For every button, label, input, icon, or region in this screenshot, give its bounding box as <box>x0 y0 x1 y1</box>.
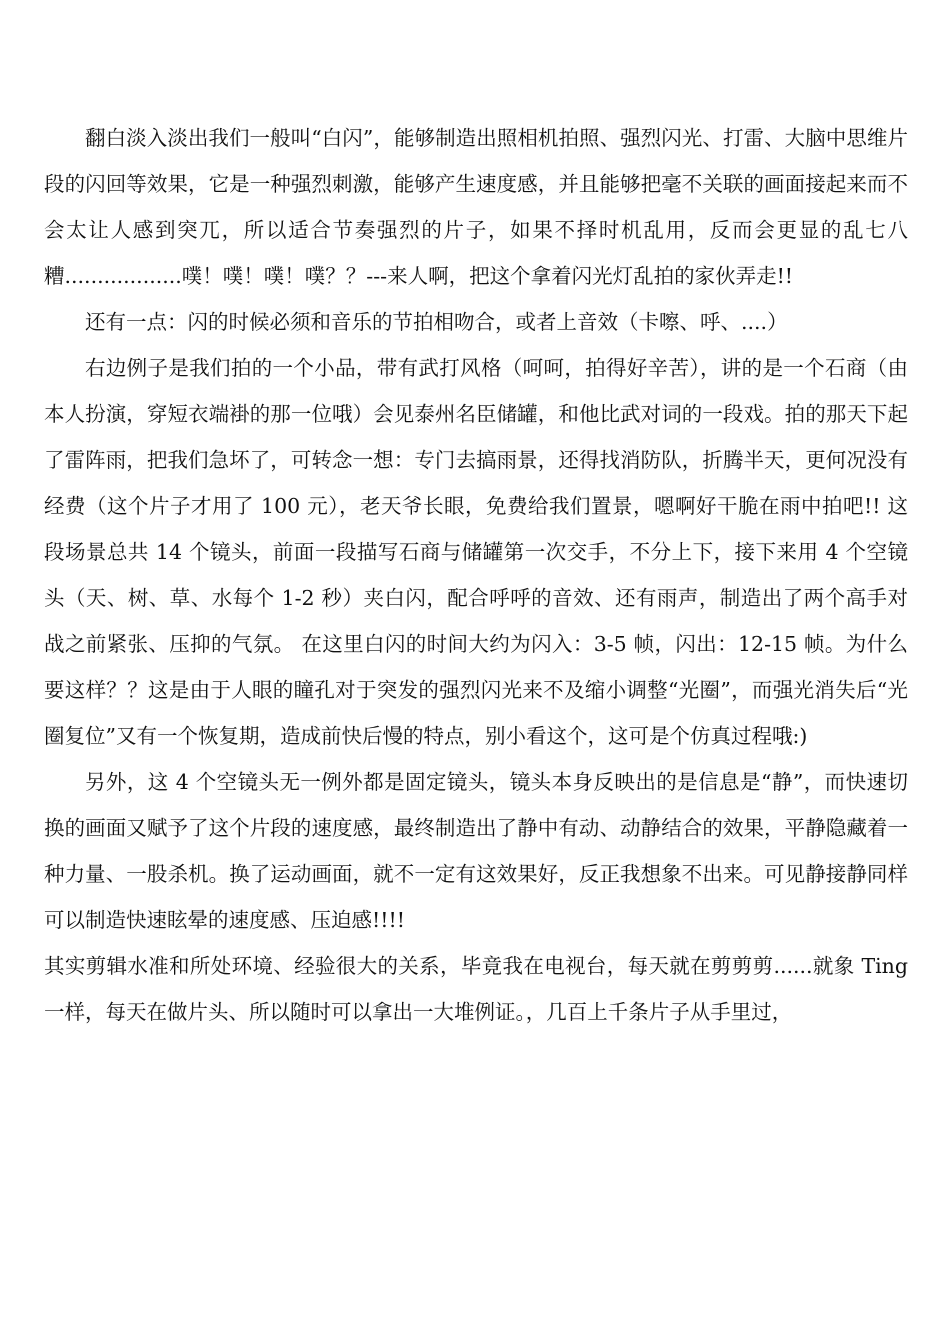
paragraph-example: 右边例子是我们拍的一个小品，带有武打风格（呵呵，拍得好辛苦），讲的是一个石商（由本人扮演，穿短衣端褂的那一位哦）会见泰州名臣储罐，和他比武对词的一段戏。拍的那天下起了雷阵雨，把我们急坏了，可转念一想：专门去搞雨景，还得找消防队，折腾半天，更何况没有经费（这个片子才用了 100 元），老天爷长眼，免费给我们置景，嗯啊好干脆在雨中拍吧!! 这段场景总共 14 个镜头，前面一段描写石商与储罐第一次交手，不分上下，接下来用 4 个空镜头（天、树、草、水每个 1-2 秒）夹白闪，配合呼呼的音效、还有雨声，制造出了两个高手对战之前紧张、压抑的气氛。 在这里白闪的时间大约为闪入：3-5 帧，闪出：12-15 帧。为什么要这样？？这是由于人眼的瞳孔对于突发的强烈闪光来不及缩小调整“光圈”，而强光消失后“光圈复位”又有一个恢复期，造成前快后慢的特点，别小看这个，这可是个仿真过程哦:) <box>44 356 908 748</box>
paragraph-music-beat: 还有一点：闪的时候必须和音乐的节拍相吻合，或者上音效（卡嚓、呼、....） <box>85 310 788 334</box>
paragraph-editing-experience: 其实剪辑水准和所处环境、经验很大的关系，毕竟我在电视台，每天就在剪剪剪......就象 Ting 一样，每天在做片头、所以随时可以拿出一大堆例证。，几百上千条片子从手里过， <box>44 954 908 1024</box>
document-body <box>44 115 908 1035</box>
paragraph-white-flash: 翻白淡入淡出我们一般叫“白闪”，能够制造出照相机拍照、强烈闪光、打雷、大脑中思维片段的闪回等效果，它是一种强烈刺激，能够产生速度感，并且能够把毫不关联的画面接起来而不会太让人感到突兀，所以适合节奏强烈的片子，如果不择时机乱用，反而会更显的乱七八糟..................噗！噗！噗！噗？？---来人啊，把这个拿着闪光灯乱拍的家伙弄走!! <box>44 126 908 288</box>
paragraph-static-shots: 另外，这 4 个空镜头无一例外都是固定镜头，镜头本身反映出的是信息是“静”，而快速切换的画面又赋予了这个片段的速度感，最终制造出了静中有动、动静结合的效果，平静隐藏着一种力量、一股杀机。换了运动画面，就不一定有这效果好，反正我想象不出来。可见静接静同样可以制造快速眩晕的速度感、压迫感!!!! <box>44 770 908 932</box>
